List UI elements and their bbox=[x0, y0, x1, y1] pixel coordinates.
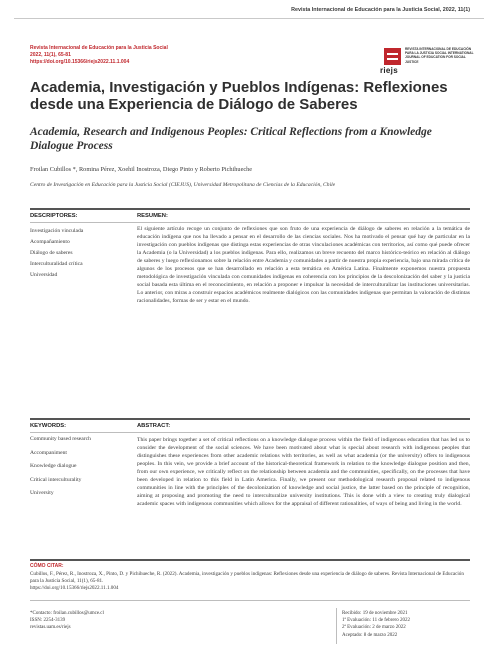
journal-info bbox=[30, 45, 168, 66]
issn: ISSN: 2254-3139 bbox=[30, 618, 66, 624]
contact-info bbox=[30, 610, 104, 632]
descriptor-item: Investigación vinculada bbox=[30, 228, 84, 234]
affiliation: Centro de Investigación en Educación para la Justicia Social (CIEJUS), Universidad Metropolitana de Ciencias de la Educación, Chile bbox=[30, 182, 336, 188]
title-spanish: Academia, Investigación y Pueblos Indígenas: Reflexiones desde una Experiencia de Diálogo de Saberes bbox=[30, 79, 448, 113]
authors: Froilan Cubillos *, Romina Pérez, Xoehil Inostroza, Diego Pinto y Roberto Pichihueche bbox=[30, 166, 253, 173]
journal-volume: 2022, 11(1), 65-81 bbox=[30, 52, 71, 58]
citation-text: Cubillos, F., Pérez, R., Inostroza, X., Pinto, D. y Pichihueche, R. (2022). Academia, investigación y pueblos indígenas: Reflexiones desde una experiencia de diálogo de saberes. Revista Internacional de Educación para la Justicia Social, 11(1), 65-81. bbox=[30, 571, 464, 584]
resumen-text: El siguiente artículo recoge un conjunto de reflexiones que son fruto de una experiencia de diálogo de saberes en relación a la temática de educación indígena que nos ha llevado a pensar en el desarrollo de las ciencias sociales. Nos ha motivado el pensar qué hay de particular en la investigación con pueblos indígenas que distinga estas experiencias de otras vinculaciones académicas con territorios, así como qué puede ofrecer la Academia (o la Universidad) a los pueblos indígenas. Para ello, realizamos un breve recuento del marco histórico-teórico en relación al diálogo de saberes y luego reflexionamos sobre la relación entre Academia y comunidades a partir de nuestra propia experiencia, bajo una mirada crítica de algunos de los procesos que se han desarrollado en relación a esta temática en América Latina. Finalmente exponemos nuestra propuesta metodológica de investigación vinculada con comunidades indígenas en coherencia con los principios de la descolonización del saber y la justicia social basada esta última en el reconocimiento, en relación a proponer e impulsar la necesidad de interculturalizar las instituciones universitarias. Lo anterior, con miras a construir espacios académicos realmente dialógicos con las comunidades indígenas que permitan la valoración de distintas racionalidades, formas de ser y estar en el mundo. bbox=[137, 226, 470, 304]
keyword-item: Critical interculturality bbox=[30, 476, 82, 483]
citation-doi-link[interactable]: https://doi.org/10.15366/riejs2022.11.1.004 bbox=[30, 585, 119, 591]
journal-doi-link[interactable]: https://doi.org/10.15366/riejs2022.11.1.004 bbox=[30, 59, 130, 65]
section-divider bbox=[30, 222, 470, 223]
citation-label: CÓMO CITAR: bbox=[30, 563, 64, 569]
date-eval2: 2ª Evaluación: 2 de marzo 2022 bbox=[342, 625, 406, 631]
section-divider bbox=[30, 418, 470, 420]
keyword-item: Community based research bbox=[30, 436, 91, 442]
review-dates bbox=[342, 610, 410, 639]
journal-logo-caption: REVISTA INTERNACIONAL DE EDUCACIÓN PARA LA JUSTICIA SOCIAL INTERNATIONAL JOURNAL OF EDUCATION FOR SOCIAL JUSTICE bbox=[405, 47, 474, 64]
descriptores-list bbox=[30, 226, 130, 281]
title-english: Academia, Research and Indigenous Peoples: Critical Reflections from a Knowledge Dialogue Process bbox=[30, 126, 432, 152]
running-head: Revista Internacional de Educación para la Justicia Social, 2022, 11(1) bbox=[291, 7, 470, 13]
keywords-list bbox=[30, 436, 108, 504]
descriptores-heading: DESCRIPTORES: bbox=[30, 213, 78, 219]
date-eval1: 1ª Evaluación: 11 de febrero 2022 bbox=[342, 618, 410, 624]
date-received: Recibido: 19 de noviembre 2021 bbox=[342, 611, 408, 616]
keyword-item: University bbox=[30, 490, 54, 496]
header-divider bbox=[14, 18, 484, 19]
section-divider bbox=[30, 432, 470, 433]
descriptor-item: Universidad bbox=[30, 272, 58, 278]
keyword-item: Accompaniment bbox=[30, 449, 67, 456]
descriptor-item: Acompañamiento bbox=[30, 239, 70, 245]
journal-website-link[interactable]: revistas.uam.es/riejs bbox=[30, 625, 71, 631]
journal-name: Revista Internacional de Educación para la Justicia Social bbox=[30, 45, 168, 51]
section-divider bbox=[30, 208, 470, 210]
date-accepted: Aceptado: 8 de marzo 2022 bbox=[342, 632, 398, 638]
descriptor-item: Interculturalidad crítica bbox=[30, 261, 83, 267]
abstract-text: This paper brings together a set of critical reflections on a knowledge dialogue process within the field of indigenous education that has led us to consider the development of the social sciences. We have been motivated about what is special about research with indigenous peoples that distinguishes these experiences from other academic relations with territories, as well as what academia (or the university) offers to indigenous peoples. In this vein, we provide a brief account of the historical-theoretical framework in relation to the knowledge dialogue position and then, from our own experience, we critically reflect on the relationship between academia and the communities, specifically, on the processes that have been developed in relation to this field in Latin America. Finally, we present our methodological research proposal related to indigenous communities in line with the principles of the decolonization of knowledge and social justice, the latter based on the principle of recognition, aiming at proposing and promoting the need to interculturalize university institutions. This is done with a view to creating truly dialogical academic spaces with indigenous communities which allows for the appraisal of different rationalities, of ways of being and living in the world. bbox=[137, 437, 470, 508]
journal-logo-icon bbox=[384, 48, 401, 65]
section-divider bbox=[30, 559, 470, 561]
resumen-heading: RESUMEN: bbox=[137, 213, 168, 219]
keywords-heading: KEYWORDS: bbox=[30, 423, 67, 429]
dates-divider bbox=[336, 608, 337, 644]
descriptor-item: Diálogo de saberes bbox=[30, 250, 73, 256]
section-divider bbox=[30, 600, 470, 601]
contact-email[interactable]: *Contacto: froilan.cubillos@umce.cl bbox=[30, 611, 104, 616]
keyword-item: Knowledge dialogue bbox=[30, 463, 77, 469]
journal-logo-text: riejs bbox=[380, 66, 398, 75]
abstract-heading: ABSTRACT: bbox=[137, 423, 171, 429]
